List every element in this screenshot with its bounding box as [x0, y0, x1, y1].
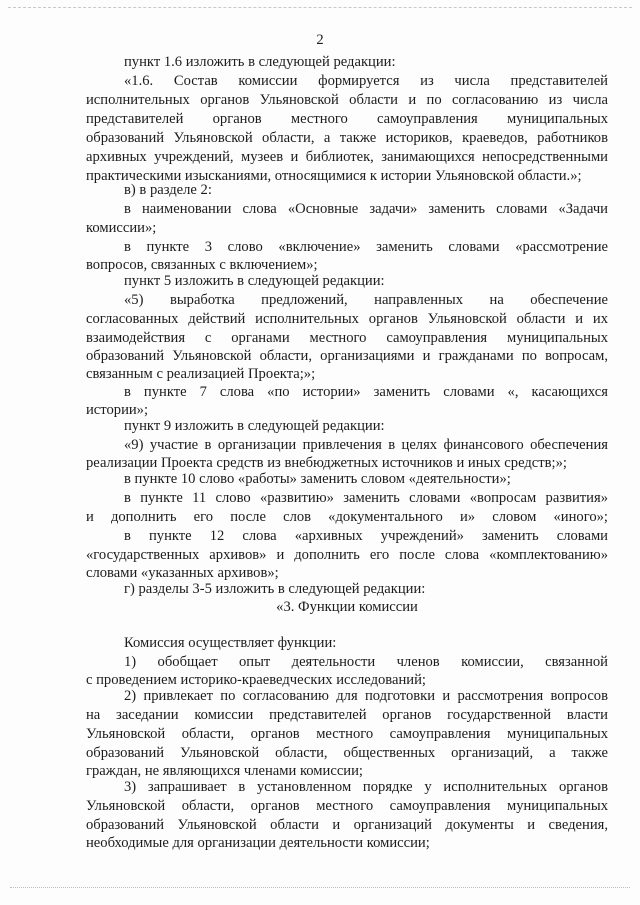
text-line: пункт 1.6 изложить в следующей редакции:: [124, 54, 396, 70]
text-line: в наименовании слова «Основные задачи» заменить словами «Задачи: [124, 201, 608, 217]
text-line: «государственных архивов» и дополнить его после слова «комплектованию»: [86, 547, 608, 563]
text-line: 2) привлекает по согласованию для подготовки и рассмотрения вопросов: [124, 688, 608, 704]
text-line: практическими изысканиями, относящимися к истории Ульяновской области.»;: [86, 168, 582, 184]
text-line: связанным с реализацией Проекта;»;: [86, 366, 316, 382]
text-line: в пункте 10 слово «работы» заменить словом «деятельности»;: [124, 471, 511, 487]
section-heading: «3. Функции комиссии: [276, 599, 418, 615]
text-line: 1) обобщает опыт деятельности членов комиссии, связанной: [124, 654, 608, 670]
text-line: г) разделы 3-5 изложить в следующей редакции:: [124, 581, 426, 597]
text-line: истории»;: [86, 402, 149, 418]
text-line: в пункте 11 слово «развитию» заменить словами «вопросам развития»: [124, 490, 608, 506]
text-line: на заседании комиссии представителей органов государственной власти: [86, 707, 608, 723]
text-line: и дополнить его после слов «документального и» словом «иного»;: [86, 509, 608, 525]
text-line: 3) запрашивает в установленном порядке у исполнительных органов: [124, 779, 608, 795]
text-line: образований Ульяновской области, организациями и гражданами по вопросам,: [86, 348, 608, 364]
text-line: вопросов, связанных с включением»;: [86, 257, 318, 273]
text-line: граждан, не являющихся членами комиссии;: [86, 763, 363, 779]
text-line: архивных учреждений, музеев и библиотек, занимающихся непосредственными: [86, 149, 608, 165]
text-line: «5) выработка предложений, направленных на обеспечение: [124, 292, 608, 308]
text-line: в) в разделе 2:: [124, 182, 212, 198]
text-line: Ульяновской области, органов местного самоуправления муниципальных: [86, 726, 608, 742]
text-line: в пункте 3 слово «включение» заменить словами «рассмотрение: [124, 239, 608, 255]
text-line: с проведением историко-краеведческих исследований;: [86, 672, 426, 688]
text-line: «1.6. Состав комиссии формируется из числа представителей: [124, 73, 608, 89]
text-line: пункт 5 изложить в следующей редакции:: [124, 273, 385, 289]
text-line: согласованных действий исполнительных органов Ульяновской области и их: [86, 311, 608, 327]
text-line: образований Ульяновской области и организаций документы и сведения,: [86, 817, 608, 833]
text-line: Ульяновской области, органов местного самоуправления муниципальных: [86, 798, 608, 814]
text-line: словами «указанных архивов»;: [86, 565, 279, 581]
text-line: реализации Проекта средств из внебюджетных источников и иных средств;»;: [86, 455, 567, 471]
text-line: пункт 9 изложить в следующей редакции:: [124, 418, 385, 434]
text-line: взаимодействия с органами местного самоуправления муниципальных: [86, 330, 608, 346]
page-number: 2: [316, 32, 324, 48]
scan-edge-bottom: [10, 887, 630, 888]
text-line: образований Ульяновской области, а также историков, краеведов, работников: [86, 130, 608, 146]
text-line: необходимые для организации деятельности комиссии;: [86, 835, 430, 851]
text-line: «9) участие в организации привлечения в целях финансового обеспечения: [124, 437, 608, 453]
scan-edge-top: [8, 7, 632, 8]
text-line: Комиссия осуществляет функции:: [124, 635, 337, 651]
text-line: комиссии»;: [86, 220, 157, 236]
text-line: образований Ульяновской области, общественных организаций, а также: [86, 745, 608, 761]
text-line: в пункте 12 слова «архивных учреждений» заменить словами: [124, 528, 608, 544]
text-line: исполнительных органов Ульяновской области и по согласованию из числа: [86, 92, 608, 108]
text-line: представителей органов местного самоуправления муниципальных: [86, 111, 608, 127]
text-line: в пункте 7 слова «по истории» заменить словами «, касающихся: [124, 384, 608, 400]
